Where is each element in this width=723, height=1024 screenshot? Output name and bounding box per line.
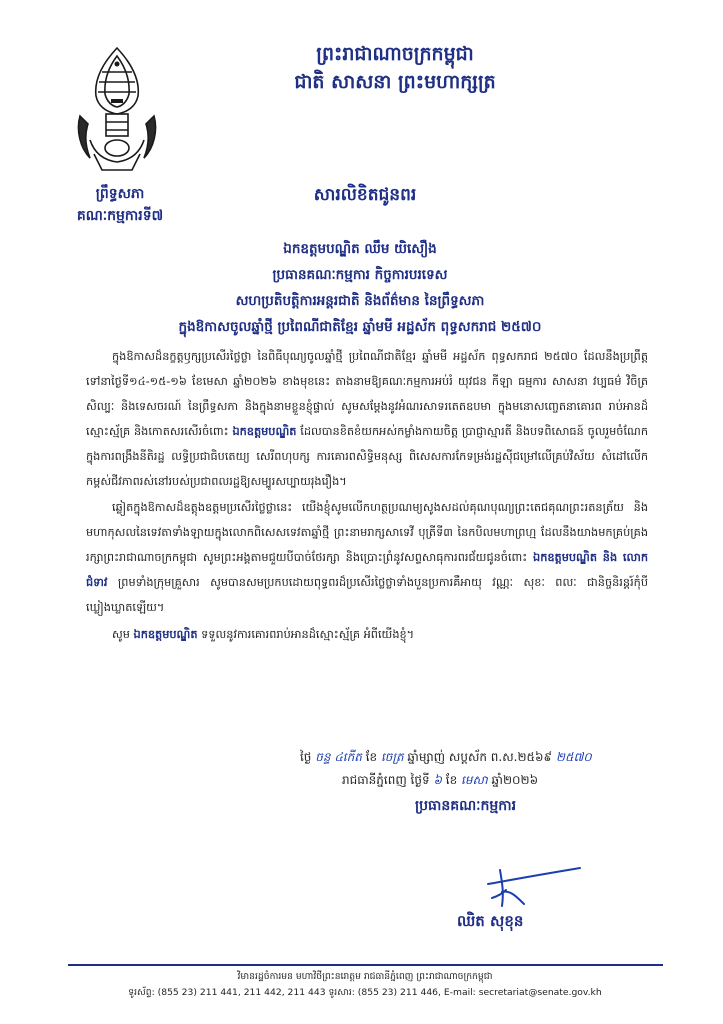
paragraph-1	[86, 345, 648, 494]
conjunction: និង	[602, 551, 618, 565]
national-motto: ជាតិ សាសនា ព្រះមហាក្សត្រ	[294, 71, 496, 93]
signer-title: ប្រធានគណៈកម្មការ	[415, 798, 517, 814]
solar-year-text: ឆ្នាំ២០២៦	[491, 773, 539, 787]
signer-name: ឈិត សុខុន	[457, 912, 524, 930]
lunar-month-handwritten: ចេត្រ	[380, 750, 404, 764]
solar-day-prefix: រាជធានីភ្នំពេញ ថ្ងៃទី	[342, 773, 430, 787]
paragraph-1-text: ក្នុងឱកាសដ៏នក្ខត្តឫក្សប្រសើរថ្លៃថ្លា នៃពិធីបុណ្យចូលឆ្នាំថ្មី ប្រពៃណីជាតិខ្មែរ ឆ្នាំមមី អដ្ឋស័ក ពុទ្ធសករាជ ២៥៧០ ដែលនឹងប្រព្រឹត្តទៅនាថ្ងៃទី១៤-១៥-១៦ ខែមេសា ឆ្នាំ២០២៦ ខាងមុខនេះ តាងនាមឱ្យគណៈកម្មការអប់រំ យុវជន កីឡា ធម្មការ សាសនា វប្បធម៌ វិចិត្រសិល្បៈ និងទេសចរណ៍ នៃព្រឹទ្ធសភា និងក្នុងនាមខ្លួនខ្ញុំផ្ទាល់ សូមសម្ដែងនូវអំណរសាទរតេតឧបមា ក្នុងមនោសញ្ចេតនាគោរព រាប់អានដ៏ស្មោះស្ម័គ្រ និងកោតសរសើរចំពោះ	[86, 350, 648, 438]
kingdom-header	[250, 40, 540, 96]
recipient-title: ប្រធានគណៈកម្មការ កិច្ចការបរទេស	[272, 267, 448, 283]
footer-divider	[68, 964, 663, 966]
footer	[60, 969, 670, 1001]
recipient-block	[80, 236, 640, 340]
solar-day-handwritten: ៦	[433, 773, 442, 787]
solar-month-prefix: ខែ	[445, 773, 458, 787]
paragraph-3-prefix: សូម	[112, 627, 130, 641]
recipient-name: ឯកឧត្តមបណ្ឌិត ឈឹម យិសឿង	[283, 241, 437, 257]
paragraph-3	[86, 623, 648, 648]
paragraph-1-continued: ដែលបានខិតខំយកអស់កម្លាំងកាយចិត្ត ប្រាជ្ញាស្មារតី និងបទពិសោធន៍ ចូលរួមចំណែកក្នុងការពង្រឹងនីតិរដ្ឋ លទ្ធិប្រជាធិបតេយ្យ សេរីពហុបក្ស ការគោរពសិទ្ធិមនុស្ស ពិសេសការកែទម្រង់រដ្ឋស៊ីជម្រៅលើគ្រប់វិស័យ សំដៅលើកកម្ពស់ជីវភាពរស់នៅរបស់ប្រជាពលរដ្ឋឱ្យសម្បូរសប្បាយរុងរឿង។	[86, 424, 648, 488]
letter-body	[86, 345, 648, 650]
date-block	[300, 746, 680, 792]
paragraph-2-text: ឆ្លៀតក្នុងឱកាសដ៏ឧត្តុងឧត្តមប្រសើរថ្លៃថ្លានេះ យើងខ្ញុំសូមលើកហត្ថប្រណម្យសូងសដល់គុណបុណ្យព្រះតេជគុណព្រះរតនត្រ័យ និងមហាកុសលនៃទេវតាទាំងឡាយក្នុងលោកពិសេសទេវតាឆ្នាំថ្មី ព្រះនាមរាក្សសាទេវី បុត្រីទី៣ នៃកបិលមហាព្រហ្ម ដែលនឹងយាងមកគ្រប់គ្រងរក្សាព្រះរាជាណាចក្រកម្ពុជា សូមព្រះអង្គតាមជួយបីបាច់ថែរក្សា និងប្រោះព្រំនូវសព្ទសាធុការពរជ័យជូនចំពោះ	[86, 501, 648, 565]
org-commission: គណៈកម្មការទី៧	[76, 208, 164, 224]
footer-contact: ទូរស័ព្ទ: (855 23) 211 441, 211 442, 211 443 ទូរសារ: (855 23) 211 446, E-mail: secretariat@senate.gov.kh	[128, 987, 602, 998]
solar-month-handwritten: មេសា	[461, 773, 488, 787]
lunar-month-prefix: ខែ	[365, 750, 378, 764]
footer-address: វិមានរដ្ឋចំការមន មហាវិថីព្រះនរោត្តម រាជធានីភ្នំពេញ ព្រះរាជាណាចក្រកម្ពុជា	[237, 971, 493, 982]
paragraph-3-text: ទទួលនូវការគោរពរាប់អានដ៏ស្មោះស្ម័គ្រ អំពីយើងខ្ញុំ។	[201, 627, 415, 641]
paragraph-2	[86, 496, 648, 621]
kingdom-title: ព្រះរាជាណាចក្រកម្ពុជា	[316, 43, 474, 65]
royal-emblem-icon	[72, 44, 162, 174]
document-type: សារលិខិតជូនពរ	[313, 185, 417, 205]
recipient-department: សហប្រតិបត្តិការអន្តរជាតិ និងព័ត៌មាន នៃព្រឹទ្ធសភា	[235, 293, 485, 309]
lunar-day-prefix: ថ្ងៃ	[300, 750, 312, 764]
org-senate: ព្រឹទ្ធសភា	[95, 186, 145, 202]
lunar-day-handwritten: ចន្ទ ៤កើត	[315, 750, 362, 764]
paragraph-2-continued: ព្រមទាំងក្រុមគ្រួសារ សូមបានសមប្រកបដោយពុទ្ធពរដ៏ប្រសើរថ្លៃថ្លាទាំងបួនប្រការគឺអាយុ វណ្ណៈ សុខៈ ពលៈ ជានិច្ចនិរន្តរ៍កុំបីឃ្លៀងឃ្លាតឡើយ។	[86, 576, 648, 615]
honorific-name: ឯកឧត្តមបណ្ឌិត	[133, 627, 198, 641]
sender-org	[40, 183, 200, 227]
solar-date	[300, 769, 680, 792]
honorific-name: ឯកឧត្តមបណ្ឌិត	[533, 551, 598, 565]
spouse-honorific: លោកជំទាវ	[86, 551, 649, 590]
occasion-line: ក្នុងឱកាសចូលឆ្នាំថ្មី ប្រពៃណីជាតិខ្មែរ ឆ្នាំមមី អដ្ឋស័ក ពុទ្ធសករាជ ២៥៧០	[178, 319, 542, 335]
lunar-year-correction: ២៥៧០	[555, 750, 592, 764]
lunar-date	[300, 746, 680, 769]
lunar-year-text: ឆ្នាំម្សាញ់ សប្ដស័ក ព.ស.២៥៦៩	[407, 750, 553, 764]
honorific-name: ឯកឧត្តមបណ្ឌិត	[232, 424, 297, 438]
signature-icon	[480, 862, 590, 912]
